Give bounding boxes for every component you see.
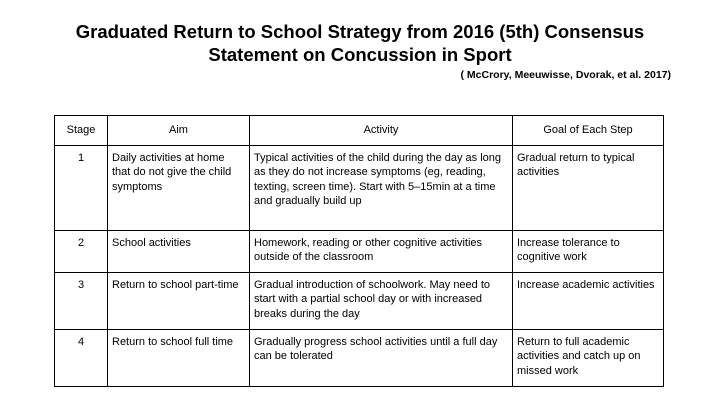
goal-cell: Increase tolerance to cognitive work xyxy=(513,230,664,272)
stage-cell: 1 xyxy=(55,145,108,230)
activity-cell: Gradual introduction of schoolwork. May need to start with a partial school day or with increased breaks during the day xyxy=(250,272,513,329)
activity-cell: Gradually progress school activities until a full day can be tolerated xyxy=(250,329,513,386)
page-title xyxy=(0,20,720,66)
header-stage: Stage xyxy=(55,116,108,146)
header-goal: Goal of Each Step xyxy=(513,116,664,146)
aim-cell: Return to school part-time xyxy=(108,272,250,329)
header-aim: Aim xyxy=(108,116,250,146)
stage-cell: 3 xyxy=(55,272,108,329)
citation: ( McCrory, Meeuwisse, Dvorak, et al. 2017) xyxy=(460,69,671,81)
table-row xyxy=(55,329,664,386)
activity-cell: Homework, reading or other cognitive activities outside of the classroom xyxy=(250,230,513,272)
goal-cell: Return to full academic activities and catch up on missed work xyxy=(513,329,664,386)
goal-cell: Gradual return to typical activities xyxy=(513,145,664,230)
title-line-2: Statement on Concussion in Sport xyxy=(208,44,512,65)
activity-cell: Typical activities of the child during the day as long as they do not increase symptoms (eg, reading, texting, screen time). Start with 5–15min at a time and gradually build up xyxy=(250,145,513,230)
title-line-1: Graduated Return to School Strategy from 2016 (5th) Consensus xyxy=(75,21,645,42)
goal-cell: Increase academic activities xyxy=(513,272,664,329)
table-row xyxy=(55,230,664,272)
table-row xyxy=(55,145,664,230)
strategy-table xyxy=(54,115,664,387)
aim-cell: School activities xyxy=(108,230,250,272)
stage-cell: 4 xyxy=(55,329,108,386)
table-header-row xyxy=(55,116,664,146)
header-activity: Activity xyxy=(250,116,513,146)
aim-cell: Daily activities at home that do not give the child symptoms xyxy=(108,145,250,230)
table-row xyxy=(55,272,664,329)
stage-cell: 2 xyxy=(55,230,108,272)
aim-cell: Return to school full time xyxy=(108,329,250,386)
